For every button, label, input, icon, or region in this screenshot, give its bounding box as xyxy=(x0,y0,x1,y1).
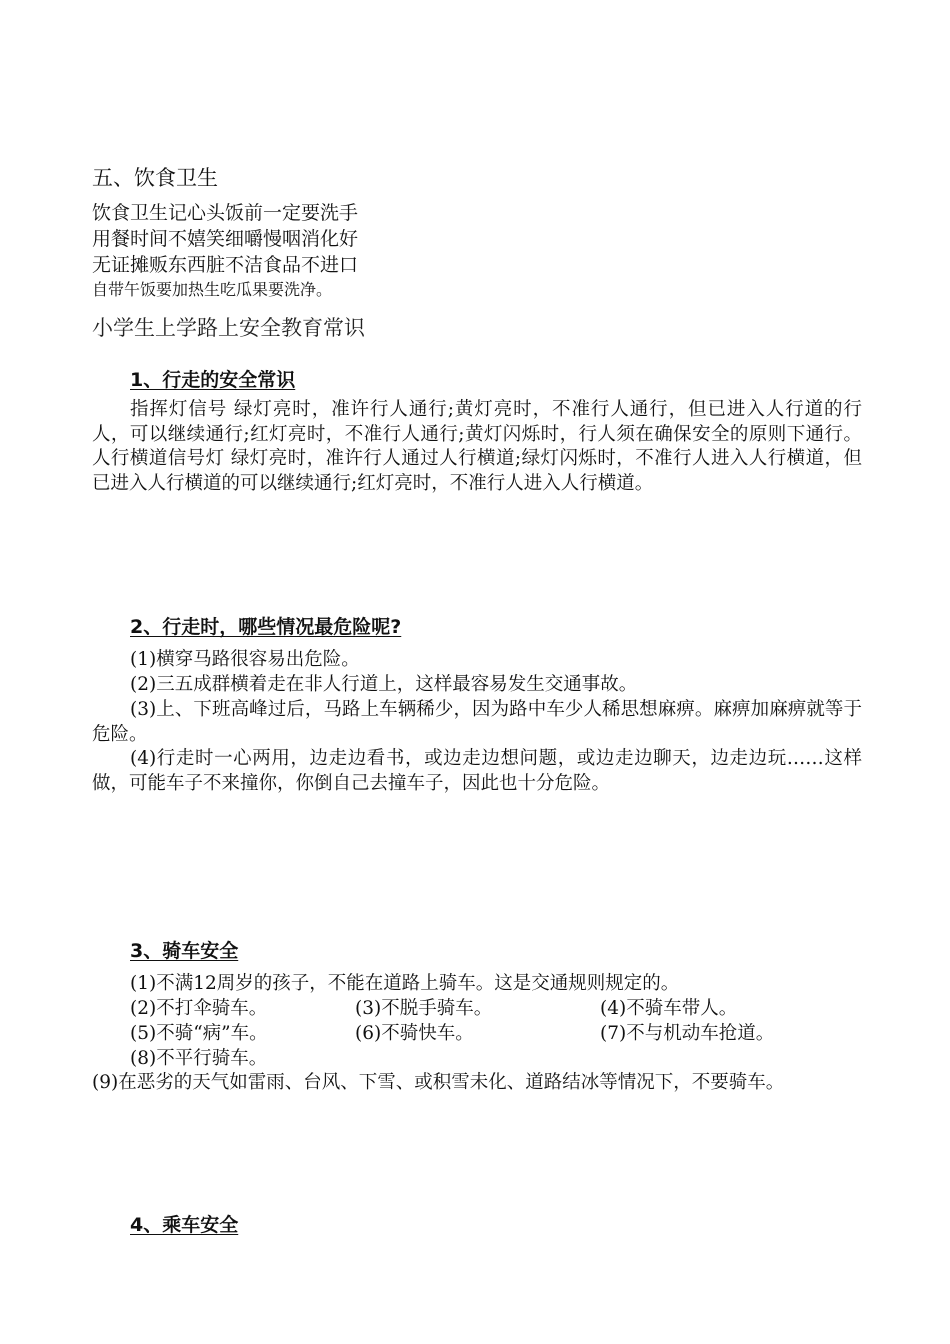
section-3-item-2: (2)不打伞骑车。 xyxy=(130,998,268,1019)
section-2-item-2: (2)三五成群横着走在非人行道上，这样最容易发生交通事故。 xyxy=(130,674,638,695)
section-3-item-4: (4)不骑车带人。 xyxy=(600,998,738,1019)
section-4-heading: 4、乘车安全 xyxy=(130,1214,239,1236)
section-3-item-7: (7)不与机动车抢道。 xyxy=(600,1023,775,1044)
diet-line-4: 自带午饭要加热生吃瓜果要洗净。 xyxy=(92,280,333,299)
diet-heading: 五、饮食卫生 xyxy=(92,166,218,190)
diet-line-1: 饮食卫生记心头饭前一定要洗手 xyxy=(92,202,359,224)
document-title: 小学生上学路上安全教育常识 xyxy=(92,316,365,340)
section-3-item-8: (8)不平行骑车。 xyxy=(130,1048,268,1069)
section-2-item-4: (4)行走时一心两用，边走边看书，或边走边想问题，或边走边聊天，边走边玩……这样做，可能车子不来撞你，你倒自己去撞车子，因此也十分危险。 xyxy=(92,748,862,794)
section-3-item-1: (1)不满12周岁的孩子，不能在道路上骑车。这是交通规则规定的。 xyxy=(130,973,680,994)
section-3-item-6: (6)不骑快车。 xyxy=(355,1023,474,1044)
section-2-item-3: (3)上、下班高峰过后，马路上车辆稀少，因为路中车少人稀思想麻痹。麻痹加麻痹就等于危险。 xyxy=(92,699,862,745)
section-1-body: 指挥灯信号 绿灯亮时，准许行人通行;黄灯亮时，不准行人通行，但已进入人行道的行人，可以继续通行;红灯亮时，不准行人通行;黄灯闪烁时，行人须在确保安全的原则下通行。人行横道信号灯 绿灯亮时，准许行人通过人行横道;绿灯闪烁时，不准行人进入人行横道，但已进入人行横道的可以继续通行;红灯亮时，不准行人进入人行横道。 xyxy=(92,399,862,494)
diet-line-3: 无证摊贩东西脏不洁食品不进口 xyxy=(92,254,359,276)
section-2-heading: 2、行走时，哪些情况最危险呢? xyxy=(130,616,402,638)
section-3-heading: 3、骑车安全 xyxy=(130,940,239,962)
section-3-item-9: (9)在恶劣的天气如雷雨、台风、下雪、或积雪未化、道路结冰等情况下，不要骑车。 xyxy=(92,1072,785,1093)
section-3-item-3: (3)不脱手骑车。 xyxy=(355,998,493,1019)
section-2-item-1: (1)横穿马路很容易出危险。 xyxy=(130,649,360,670)
section-3-item-5: (5)不骑“病”车。 xyxy=(130,1023,268,1044)
section-1-heading: 1、行走的安全常识 xyxy=(130,369,296,391)
diet-line-2: 用餐时间不嬉笑细嚼慢咽消化好 xyxy=(92,228,359,250)
